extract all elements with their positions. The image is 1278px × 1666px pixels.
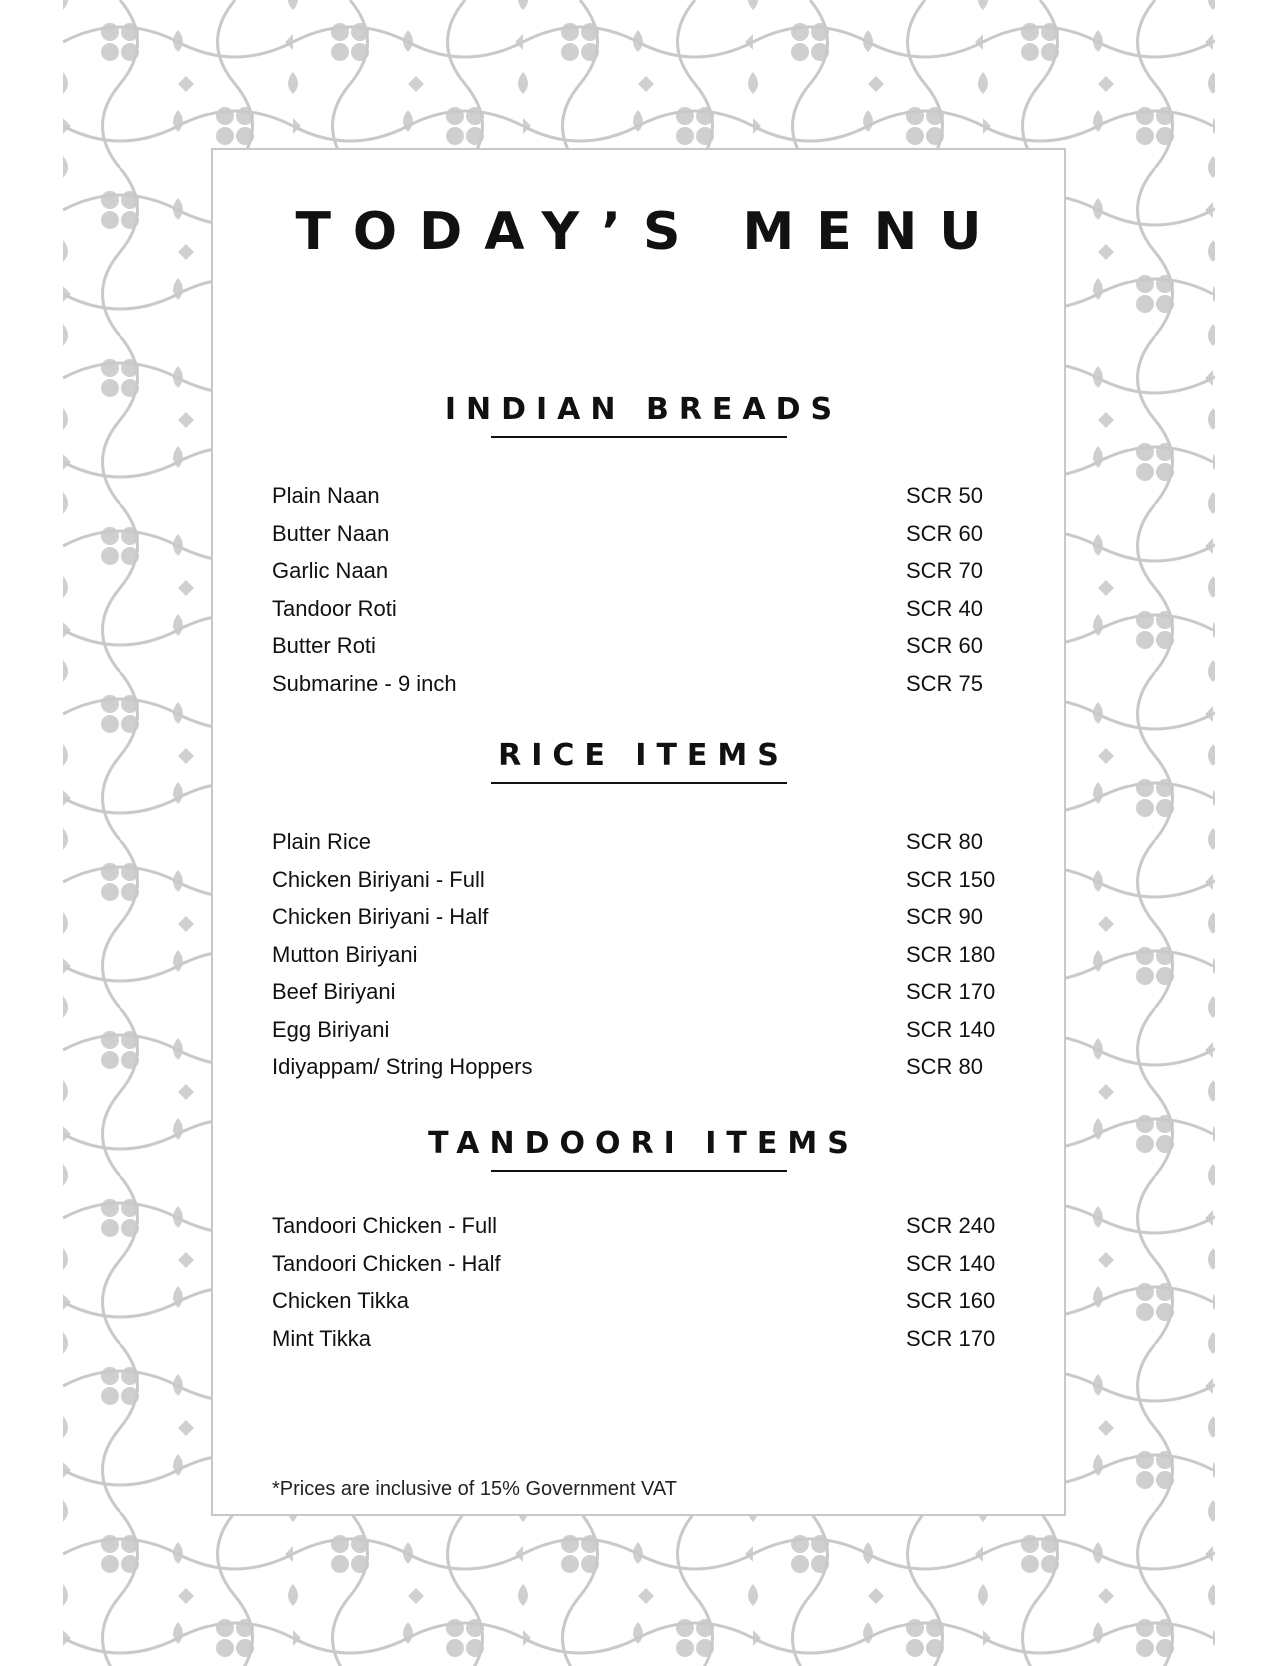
item-name: Tandoori Chicken - Half: [272, 1250, 501, 1276]
item-name: Submarine - 9 inch: [272, 670, 457, 696]
menu-card: [211, 148, 1066, 1516]
section-title: RICE ITEMS: [498, 738, 789, 773]
menu-item: [213, 1207, 1064, 1245]
item-name: Chicken Tikka: [272, 1288, 409, 1313]
item-price: SCR 170: [906, 979, 996, 1004]
menu-item: [213, 1282, 1064, 1320]
section-underline: [491, 436, 787, 438]
menu-item: [213, 515, 1064, 553]
item-price: SCR 75: [906, 670, 984, 696]
section-underline: [491, 782, 787, 784]
menu-item: [213, 627, 1064, 665]
item-price: SCR 90: [906, 904, 984, 929]
item-name: Garlic Naan: [272, 558, 389, 583]
menu-item: [213, 552, 1064, 590]
menu-item: [213, 1245, 1064, 1283]
item-price: SCR 140: [906, 1250, 996, 1276]
menu-item: [213, 477, 1064, 515]
item-price: SCR 70: [906, 558, 984, 583]
item-price: SCR 80: [906, 1054, 984, 1079]
item-name: Butter Roti: [272, 633, 376, 658]
item-price: SCR 170: [906, 1325, 996, 1351]
menu-item: [213, 1011, 1064, 1049]
menu-item: [213, 823, 1064, 861]
item-name: Egg Biriyani: [272, 1016, 390, 1042]
item-name: Idiyappam/ String Hoppers: [272, 1054, 533, 1079]
item-name: Plain Rice: [272, 829, 372, 854]
page-title: TODAY’S MENU: [295, 202, 1004, 262]
item-price: SCR 80: [906, 829, 984, 854]
section-underline: [491, 1170, 787, 1172]
section-header-indian-breads: [213, 392, 1064, 438]
menu-item: [213, 861, 1064, 899]
section-header-rice-items: [213, 738, 1064, 784]
menu-item: [213, 1048, 1064, 1086]
item-name: Chicken Biriyani - Full: [272, 866, 485, 892]
item-price: SCR 160: [906, 1288, 996, 1313]
item-price: SCR 60: [906, 633, 984, 658]
item-name: Mint Tikka: [272, 1325, 372, 1351]
menu-item: [213, 898, 1064, 936]
item-price: SCR 180: [906, 941, 996, 967]
item-name: Beef Biriyani: [272, 979, 396, 1004]
item-price: SCR 40: [906, 595, 984, 621]
item-list-rice-items: [213, 823, 1064, 1086]
menu-item: [213, 973, 1064, 1011]
menu-item: [213, 665, 1064, 703]
menu-item: [213, 936, 1064, 974]
menu-item: [213, 1320, 1064, 1358]
item-price: SCR 60: [906, 520, 984, 546]
item-price: SCR 50: [906, 483, 984, 508]
item-name: Mutton Biriyani: [272, 941, 418, 967]
item-price: SCR 140: [906, 1016, 996, 1042]
item-price: SCR 240: [906, 1213, 996, 1238]
item-name: Tandoor Roti: [272, 595, 397, 621]
item-name: Plain Naan: [272, 483, 380, 508]
section-title: TANDOORI ITEMS: [428, 1126, 859, 1161]
item-name: Chicken Biriyani - Half: [272, 904, 489, 929]
item-list-indian-breads: [213, 477, 1064, 702]
vat-footnote: *Prices are inclusive of 15% Government VAT: [272, 1478, 677, 1500]
section-header-tandoori-items: [213, 1126, 1064, 1172]
menu-item: [213, 590, 1064, 628]
item-price: SCR 150: [906, 866, 996, 892]
item-list-tandoori-items: [213, 1207, 1064, 1357]
item-name: Tandoori Chicken - Full: [272, 1213, 497, 1238]
item-name: Butter Naan: [272, 520, 390, 546]
section-title: INDIAN BREADS: [444, 392, 843, 427]
